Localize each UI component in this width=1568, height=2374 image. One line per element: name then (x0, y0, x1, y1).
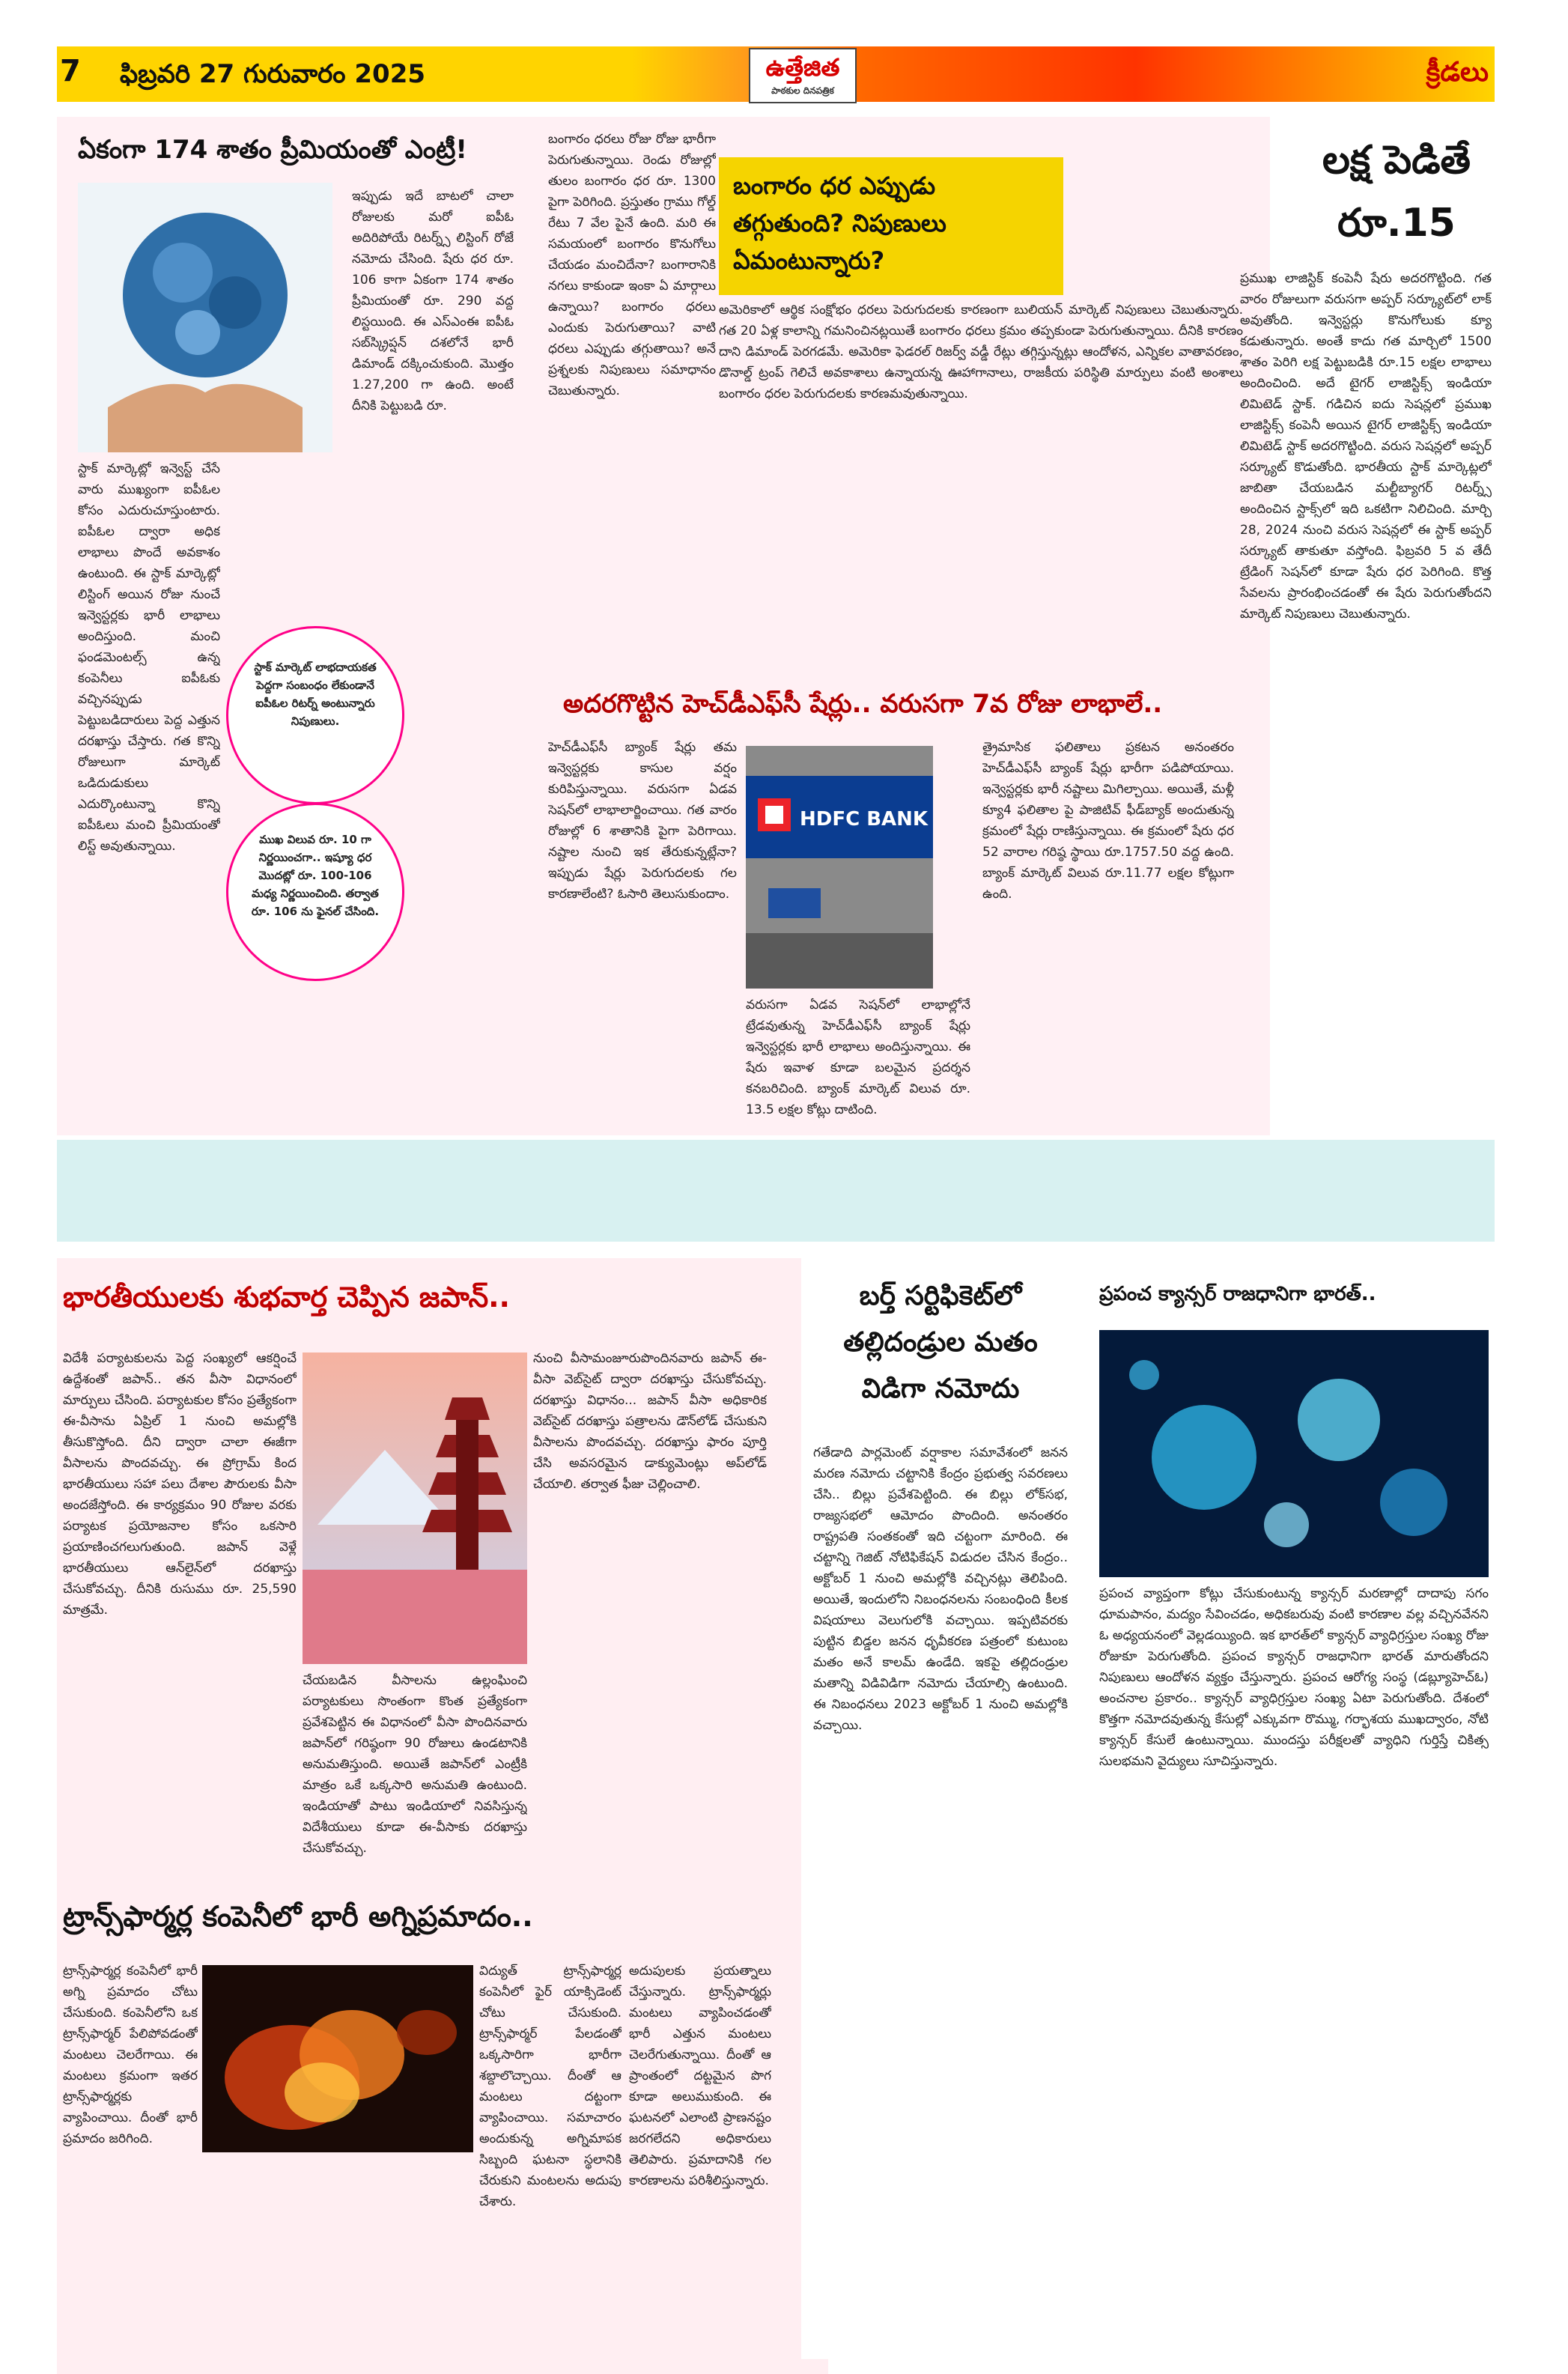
story6-headline: బర్త్ సర్టిఫికెట్‌లో తల్లిదండ్రుల మతం విడిగా నమోదు (843, 1281, 1038, 1404)
page-number: 7 (60, 54, 81, 88)
callout-1-text: స్టాక్ మార్కెట్ లాభదాయకత పెద్దగా సంబంధం లేకుండానే ఐపీఓల రిటర్న్ అంటున్నారు నిపుణులు. (254, 661, 377, 728)
story3-headline: లక్ష పెడితే రూ.15 (1322, 138, 1471, 246)
story8-headline: ట్రాన్స్‌ఫార్మర్ల కంపెనీలో భారీ అగ్నిప్రమాదం.. (63, 1900, 533, 1933)
story2-column2: అమెరికాలో ఆర్థిక సంక్షోభం ధరలు పెరుగుదలకు కారణంగా బులియన్ మార్కెట్ నిపుణులు చెబుతున్నారు. గత 20 ఏళ్ల కాలాన్ని గమనించినట్లయితే బంగారం ధరలు క్రమం తప్పకుండా పెరుగుతున్నాయి. దీనికి కారణం దాని డిమాండ్ పెరగడమే. అమెరికా ఫెడరల్ రిజర్వ్ వడ్డీ రేట్లు తగ్గిస్తున్నట్లు ఆందోళన, ఎన్నికల వాతావరణం, డొనాల్డ్ ట్రంప్ గెలిచే అవకాశాలు ఉన్నాయన్న ఊహాగానాలు, రాజకీయ పరిస్థితి మార్పులు వంటి అంశాలు బంగారం ధరల పెరుగుదలకు కారణమవుతున్నాయి. (719, 303, 1243, 401)
japan-pagoda-image (303, 1353, 527, 1664)
section-title: క్రీడలు (1426, 57, 1489, 88)
logo-subtitle: పాఠకుల దినపత్రిక (771, 85, 834, 96)
story4-column3: త్రైమాసిక ఫలితాలు ప్రకటన అనంతరం హెచ్‌డీఎఫ్‌సీ బ్యాంక్ షేర్లు భారీగా పడిపోయాయి. ఇన్వెస్టర్లకు భారీ నష్టాలు మిగిల్చాయి. అయితే, మళ్లీ క్యూ4 ఫలితాల పై పాజిటివ్ ఫీడ్‌బ్యాక్ అందుతున్న క్రమంలో షేర్లు రాణిస్తున్నాయి. ఈ క్రమంలో షేరు ధర 52 వారాల గరిష్ఠ స్థాయి రూ.1757.50 వద్ద ఉంది. బ్యాంక్ మార్కెట్ విలువ రూ.11.77 లక్షల కోట్లుగా ఉంది. (982, 740, 1234, 902)
story5-column2: చేయబడిన వీసాలను ఉల్లంఘించి పర్యాటకులు సొంతంగా కొంత ప్రత్యేకంగా ప్రవేశపెట్టిన ఈ విధానంలో వీసా పొందినవారు జపాన్‌లో గరిష్ఠంగా 90 రోజులు ఉండటానికి అనుమతిస్తుంది. అయితే జపాన్‌లో ఎంట్రీకి మాత్రం ఒకే ఒక్కసారి అనుమతి ఉంటుంది. ఇండియాతో పాటు ఇండియాలో నివసిస్తున్న విదేశీయులు కూడా ఈ-వీసాకు దరఖాస్తు చేసుకోవచ్చు. (303, 1673, 527, 1856)
dateline: ఫిబ్రవరి 27 గురువారం 2025 (120, 59, 426, 89)
callout-2-text: ముఖ విలువ రూ. 10 గా నిర్ణయించగా.. ఇష్యూ ధర మొదట్లో రూ. 100-106 మధ్య నిర్ణయించింది. తర్వాత రూ. 106 ను ఫైనల్ చేసింది. (251, 833, 380, 918)
story7-headline: ప్రపంచ క్యాన్సర్ రాజధానిగా భారత్.. (1099, 1283, 1376, 1305)
story8-column2: విద్యుత్ ట్రాన్స్‌ఫార్మర్ల కంపెనీలో ఫైర్ యాక్సిడెంట్ చోటు చేసుకుంది. ట్రాన్స్‌ఫార్మర్ పేలడంతో ఒక్కసారిగా భారీగా శబ్దాలొచ్చాయి. దీంతో ఆ మంటలు దట్టంగా వ్యాపించాయి. సమాచారం అందుకున్న అగ్నిమాపక సిబ్బంది ఘటనా స్థలానికి చేరుకుని మంటలను అదుపు చేశారు. (479, 1964, 622, 2209)
story1-column2: ఇప్పుడు ఇదే బాటలో చాలా రోజులకు మరో ఐపీఓ అదిరిపోయే రిటర్న్స్ లిస్టింగ్ రోజే నమోదు చేసింది. షేరు ధర రూ. 106 కాగా ఏకంగా 174 శాతం ప్రీమియంతో రూ. 290 వద్ద లిస్టయింది. ఈ ఎస్ఎంఈ ఐపీఓ సబ్‌స్క్రిప్షన్ దశలోనే భారీ డిమాండ్ దక్కించుకుంది. మొత్తం 1.27,200 గా ఉంది. అంటే దీనికి పెట్టుబడి రూ. (352, 189, 514, 413)
story8-column1: ట్రాన్స్‌ఫార్మర్ల కంపెనీలో భారీ అగ్ని ప్రమాదం చోటు చేసుకుంది. కంపెనీలోని ఒక ట్రాన్స్‌ఫార్మర్ పేలిపోవడంతో మంటలు చెలరేగాయి. ఈ మంటలు క్రమంగా ఇతర ట్రాన్స్‌ఫార్మర్లకు వ్యాపించాయి. దీంతో భారీ ప్రమాదం జరిగింది. (63, 1964, 198, 2146)
story5-column1: విదేశీ పర్యాటకులను పెద్ద సంఖ్యలో ఆకర్షించే ఉద్దేశంతో జపాన్.. తన వీసా విధానంలో మార్పులు చేసింది. పర్యాటకుల కోసం ప్రత్యేకంగా ఈ-వీసాను ఏప్రిల్ 1 నుంచి అమల్లోకి తీసుకొస్తోంది. దీని ద్వారా చాలా ఈజీగా వీసాలను పొందవచ్చు. ఈ ప్రోగ్రామ్ కింద భారతీయులు సహా పలు దేశాల పౌరులకు వీసా అందజేస్తోంది. ఈ కార్యక్రమం 90 రోజుల వరకు పర్యాటక ప్రయోజనాల కోసం ఒకసారి ప్రయాణించగలుగుతుంది. జపాన్ వెళ్లే భారతీయులు ఆన్‌లైన్‌లో దరఖాస్తు చేసుకోవచ్చు. దీనికి రుసుము రూ. 25,590 మాత్రమే. (63, 1351, 297, 1618)
ad-strip (57, 1140, 1495, 1242)
coins-image (78, 183, 332, 452)
story8-column2-lower (202, 2157, 473, 2352)
story5-headline: భారతీయులకు శుభవార్త చెప్పిన జపాన్.. (63, 1281, 510, 1314)
story1-headline: ఏకంగా 174 శాతం ప్రీమియంతో ఎంట్రీ! (78, 135, 467, 165)
story4-column1: హెచ్‌డీఎఫ్‌సీ బ్యాంక్ షేర్లు తమ ఇన్వెస్టర్లకు కాసుల వర్షం కురిపిస్తున్నాయి. వరుసగా ఏడవ సెషన్‌లో లాభాలార్జించాయి. గత వారం రోజుల్లో 6 శాతానికి పైగా పెరిగాయి. నష్టాల నుంచి ఇక తేరుకున్నట్లేనా? ఇప్పుడు షేర్లు పెరుగుదలకు గల కారణాలేంటి? ఓసారి తెలుసుకుందాం. (548, 740, 737, 902)
story8-column3: అదుపులకు ప్రయత్నాలు చేస్తున్నారు. ట్రాన్స్‌ఫార్మర్లు మంటలు వ్యాపించడంతో భారీ ఎత్తున మంటలు చెలరేగుతున్నాయి. దీంతో ఆ ప్రాంతంలో దట్టమైన పొగ కూడా అలుముకుంది. ఈ ఘటనలో ఎలాంటి ప్రాణనష్టం జరగలేదని అధికారులు తెలిపారు. ప్రమాదానికి గల కారణాలను పరిశీలిస్తున్నారు. (629, 1964, 771, 2188)
story6-body: గతేడాది పార్లమెంట్ వర్షాకాల సమావేశంలో జనన మరణ నమోదు చట్టానికి కేంద్రం ప్రభుత్వ సవరణలు చేసి.. బిల్లు ప్రవేశపెట్టింది. ఈ బిల్లు లోక్‌సభ, రాజ్యసభలో ఆమోదం పొందింది. అనంతరం రాష్ట్రపతి సంతకంతో ఇది చట్టంగా మారింది. ఈ చట్టాన్ని గెజిట్ నోటిఫికేషన్ విడుదల చేసిన కేంద్రం.. అక్టోబర్ 1 నుంచి అమల్లోకి వచ్చినట్లు తెలిపింది. అయితే, ఇందులోని నిబంధనలను సంబంధింది కీలక విషయాలు వెలుగులోకి వచ్చాయి. ఇప్పటివరకు పుట్టిన బిడ్డల జనన ధృవీకరణ పత్రంలో కుటుంబ మతం అనే కాలమ్ ఉండేది. ఇకపై తల్లిదండ్రుల మతాన్ని విడివిడిగా నమోదు చేయాల్సి ఉంటుంది. ఈ నిబంధనలు 2023 అక్టోబర్ 1 నుంచి అమల్లోకి వచ్చాయి. (813, 1445, 1068, 1733)
hdfc-sign-text: HDFC BANK (800, 808, 929, 831)
logo-text: ఉత్తేజిత (765, 53, 840, 82)
story3-body: ప్రముఖ లాజిస్టిక్ కంపెనీ షేరు అదరగొట్టింది. గత వారం రోజులుగా వరుసగా అప్పర్ సర్క్యూట్‌లో లాక్ అవుతోంది. ఇన్వెస్టర్లు కొనుగోలుకు క్యూ కడుతున్నారు. అంతే కాదు గత మార్చిలో 1500 శాతం పెరిగి లక్ష పెట్టుబడికి రూ.15 లక్షల లాభాలు అందించింది. అదే టైగర్ లాజిస్టిక్స్ ఇండియా లిమిటెడ్ స్టాక్. గడిచిన ఐదు సెషన్లలో ప్రముఖ లాజిస్టిక్స్ కంపెనీ అయిన టైగర్ లాజిస్టిక్స్ ఇండియా లిమిటెడ్ స్టాక్ అదరగొట్టింది. వరుస సెషన్లలో అప్పర్ సర్క్యూట్ కొడుతోంది. భారతీయ స్టాక్ మార్కెట్లలో జాబితా చేయబడిన మల్టీబ్యాగర్ రిటర్న్స్ అందించిన స్టాక్స్‌లో ఇది ఒకటిగా నిలిచింది. మార్చి 28, 2024 నుంచి వరుస సెషన్లలో ఈ స్టాక్ అప్పర్ సర్క్యూట్ తాకుతూ వస్తోంది. ఫిబ్రవరి 5 వ తేదీ ట్రేడింగ్ సెషన్‌లో కూడా షేరు ధర పెరిగింది. కొత్త సేవలను ప్రారంభించడంతో ఈ షేరు పెరుగుతోందని మార్కెట్ నిపుణులు చెబుతున్నారు. (1240, 271, 1492, 622)
story4-column2: వరుసగా ఏడవ సెషన్‌లో లాభాల్లోనే ట్రేడవుతున్న హెచ్‌డీఎఫ్‌సీ బ్యాంక్ షేర్లు ఇన్వెస్టర్లకు భారీ లాభాలు అందిస్తున్నాయి. ఈ షేరు ఇవాళ కూడా బలమైన ప్రదర్శన కనబరిచింది. బ్యాంక్ మార్కెట్ విలువ రూ. 13.5 లక్షల కోట్లు దాటింది. (746, 998, 970, 1117)
newspaper-logo (749, 48, 857, 103)
fire-image (202, 1965, 473, 2152)
hdfc-bank-image (746, 746, 933, 989)
story1-column1: స్టాక్ మార్కెట్లో ఇన్వెస్ట్ చేసే వారు ముఖ్యంగా ఐపీఓల కోసం ఎదురుచూస్తుంటారు. ఐపీఓల ద్వారా అధిక లాభాలు పొందే అవకాశం ఉంటుంది. ఈ స్టాక్ మార్కెట్లో లిస్టింగ్ అయిన రోజు నుంచే ఇన్వెస్టర్లకు భారీ లాభాలు అందిస్తుంది. మంచి ఫండమెంటల్స్ ఉన్న కంపెనీలు ఐపీఓకు వచ్చినప్పుడు పెట్టుబడిదారులు పెద్ద ఎత్తున దరఖాస్తు చేస్తారు. గత కొన్ని రోజులుగా మార్కెట్ ఒడిదుడుకులు ఎదుర్కొంటున్నా కొన్ని ఐపీఓలు మంచి ప్రీమియంతో లిస్ట్ అవుతున్నాయి. (78, 461, 220, 854)
story1-callout-2 (226, 803, 404, 981)
story2-column1: బంగారం ధరలు రోజు రోజు భారీగా పెరుగుతున్నాయి. రెండు రోజుల్లో తులం బంగారం ధర రూ. 1300 పైగా పెరిగింది. ప్రస్తుతం గ్రాము గోల్డ్ రేటు 7 వేల పైనే ఉంది. మరి ఈ సమయంలో బంగారం కొనుగోలు చేయడం మంచిదేనా? బంగారానికి నగలు కాకుండా ఇంకా ఏ మార్గాలు ఉన్నాయి? బంగారం ధరలు ఎందుకు పెరుగుతాయి? వాటి ధరలు ఎప్పుడు తగ్గుతాయి? అనే ప్రశ్నలకు నిపుణులు సమాధానం చెబుతున్నారు. (548, 132, 716, 398)
story4-headline: అదరగొట్టిన హెచ్‌డీఎఫ్‌సీ షేర్లు.. వరుసగా 7వ రోజు లాభాలే.. (563, 689, 1163, 719)
story5-column3: నుంచి వీసామంజూరుపొందినవారు జపాన్ ఈ-వీసా వెబ్‌సైట్ ద్వారా దరఖాస్తు చేసుకోవచ్చు. దరఖాస్తు విధానం... జపాన్ వీసా అధికారిక వెబ్‌సైట్ దరఖాస్తు పత్రాలను డౌన్‌లోడ్ చేసుకుని వీసాలను పొందవచ్చు. దరఖాస్తు ఫారం పూర్తి చేసి అవసరమైన డాక్యుమెంట్లు అప్‌లోడ్ చేయాలి. తర్వాత ఫీజు చెల్లించాలి. (533, 1351, 767, 1492)
story2-headline-box (719, 157, 1063, 295)
cancer-cells-image (1099, 1330, 1489, 1577)
story1-callout-1 (226, 626, 404, 804)
story2-headline: బంగారం ధర ఎప్పుడు తగ్గుతుంది? నిపుణులు ఏమంటున్నారు? (733, 171, 946, 275)
story7-body: ప్రపంచ వ్యాప్తంగా కోట్లు చేసుకుంటున్న క్యాన్సర్ మరణాల్లో దాదాపు సగం ధూమపానం, మద్యం సేవించడం, అధికబరువు వంటి కారణాల వల్ల వచ్చినవేనని ఓ అధ్యయనంలో వెల్లడయ్యింది. ఇక భారత్‌లో క్యాన్సర్ వ్యాధిగ్రస్తుల సంఖ్య రోజు రోజుకూ పెరుగుతోంది. ప్రపంచ క్యాన్సర్ రాజధానిగా భారత్ మారుతోందని నిపుణులు ఆందోళన వ్యక్తం చేస్తున్నారు. ప్రపంచ ఆరోగ్య సంస్థ (డబ్ల్యూహెచ్ఓ) అంచనాల ప్రకారం.. క్యాన్సర్ వ్యాధిగ్రస్తుల సంఖ్య ఏటా పెరుగుతోంది. దేశంలో కొత్తగా నమోదవుతున్న కేసుల్లో ఎక్కువగా రొమ్ము, గర్భాశయ ముఖద్వారం, నోటి క్యాన్సర్ కేసులే ఉంటున్నాయి. ముందస్తు పరీక్షలతో వ్యాధిని గుర్తిస్తే చికిత్స సులభమని వైద్యులు సూచిస్తున్నారు. (1099, 1586, 1489, 1769)
